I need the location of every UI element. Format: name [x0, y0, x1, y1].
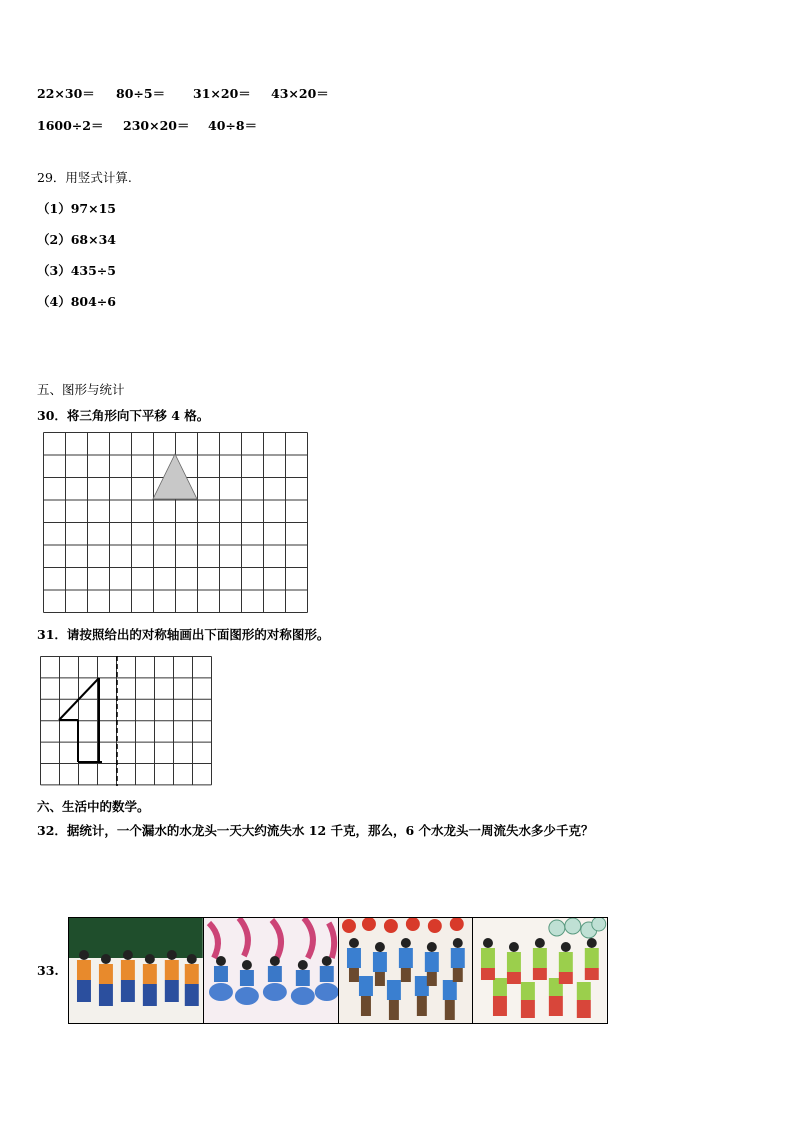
parade-photo-green-fans	[69, 918, 204, 1023]
parade-photo-red-flags	[339, 918, 474, 1023]
parade-photo-pink-ribbons	[204, 918, 339, 1023]
calc-item: 40÷8＝	[208, 118, 258, 133]
parade-photo-strip	[68, 917, 608, 1024]
question-32-title: 32．据统计，一个漏水的水龙头一天大约流失水 12 千克，那么，6 个水龙头一周流失水多少千克？	[37, 823, 594, 838]
question-33-label: 33.	[37, 963, 59, 978]
question-30-title: 30．将三角形向下平移 4 格。	[37, 408, 210, 423]
calc-item: 31×20＝	[193, 86, 251, 101]
triangle-shape	[153, 454, 197, 499]
question-29-title: 29．用竖式计算.	[37, 170, 132, 185]
question-29-item: （2）68×34	[37, 232, 116, 247]
parade-photo-balloons	[473, 918, 607, 1023]
question-31-title: 31．请按照给出的对称轴画出下面图形的对称图形。	[37, 627, 330, 642]
calc-item: 43×20＝	[271, 86, 329, 101]
calc-item: 230×20＝	[123, 118, 190, 133]
calc-item: 22×30＝	[37, 86, 95, 101]
question-29-item: （4）804÷6	[37, 294, 116, 309]
section-5-heading: 五、图形与统计	[37, 382, 125, 397]
question-29-item: （3）435÷5	[37, 263, 116, 278]
question-29-item: （1）97×15	[37, 201, 116, 216]
calc-item: 1600÷2＝	[37, 118, 104, 133]
section-6-heading: 六、生活中的数学。	[37, 799, 150, 814]
calc-item: 80÷5＝	[116, 86, 166, 101]
translation-grid	[43, 432, 308, 616]
given-shape	[59, 678, 102, 762]
symmetry-grid	[40, 656, 214, 788]
